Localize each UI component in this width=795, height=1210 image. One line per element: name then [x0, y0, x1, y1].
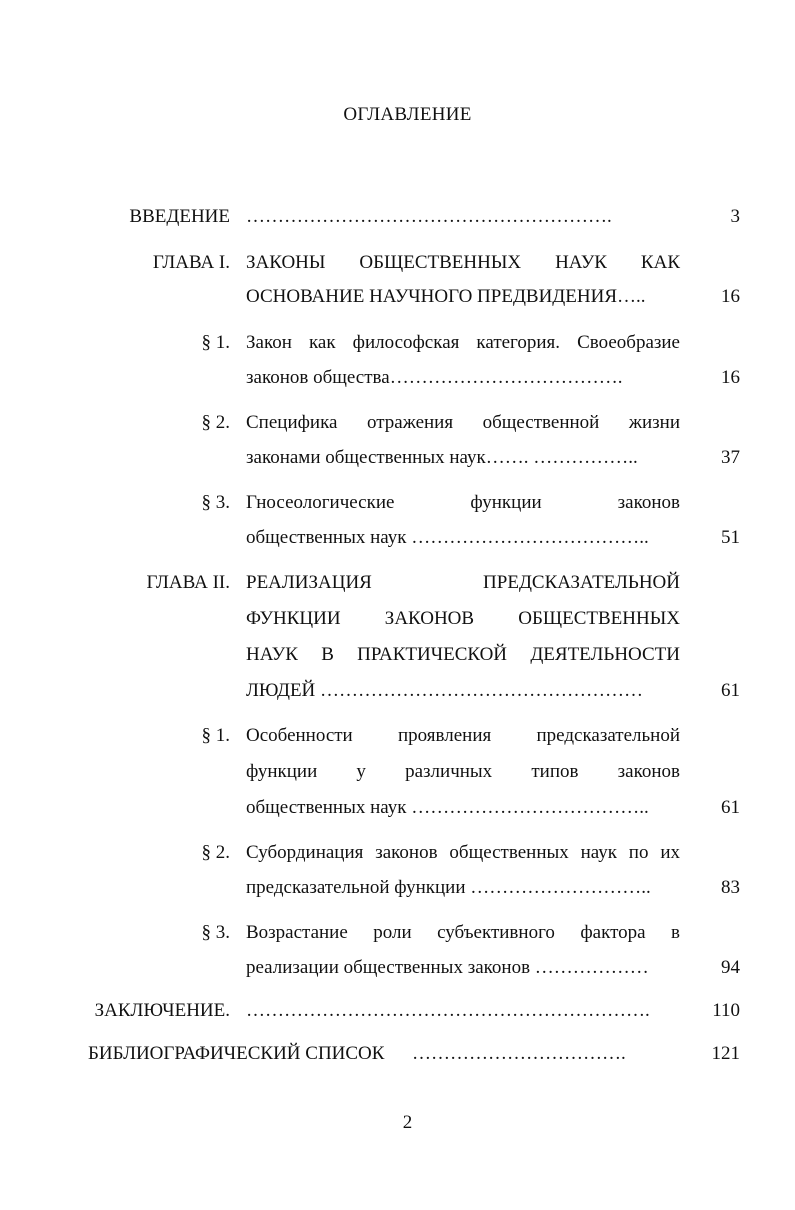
toc-label-conclusion: ЗАКЛЮЧЕНИЕ. [94, 1000, 230, 1021]
toc-page-chapter-1: 16 [721, 286, 740, 307]
toc-heading-chapter-1-line1: ЗАКОНЫ ОБЩЕСТВЕННЫХ НАУК КАК [246, 252, 680, 273]
toc-heading-ch2-section-3-line1: Возрастание роли субъективного фактора в [246, 922, 680, 943]
toc-label-ch1-section-3: § 3. [201, 492, 230, 513]
toc-heading-chapter-1-line2: ОСНОВАНИЕ НАУЧНОГО ПРЕДВИДЕНИЯ….. [246, 286, 646, 307]
toc-page-conclusion: 110 [712, 1000, 740, 1021]
toc-label-ch1-section-1: § 1. [201, 332, 230, 353]
toc-page-bibliography: 121 [711, 1043, 740, 1064]
toc-heading-chapter-2-line4: ЛЮДЕЙ …………………………………………… [246, 680, 644, 701]
toc-heading-ch1-section-3-line1: Гносеологические функции законов [246, 492, 680, 513]
toc-page-chapter-2: 61 [721, 680, 740, 701]
toc-dots-conclusion: ………………………………………………………. [246, 1000, 650, 1021]
toc-heading-ch2-section-2-line2: предсказательной функции ……………………….. [246, 877, 651, 898]
toc-dots-introduction: …………………………………………………. [246, 206, 612, 227]
page-title: ОГЛАВЛЕНИЕ [343, 104, 472, 125]
toc-page-ch2-section-1: 61 [721, 797, 740, 818]
toc-page-ch2-section-3: 94 [721, 957, 740, 978]
toc-page-ch2-section-2: 83 [721, 877, 740, 898]
toc-label-bibliography: БИБЛИОГРАФИЧЕСКИЙ СПИСОК [88, 1043, 385, 1064]
toc-label-chapter-1: ГЛАВА I. [152, 252, 230, 273]
page-number: 2 [402, 1112, 413, 1133]
toc-heading-ch1-section-3-line2: общественных наук ……………………………….. [246, 527, 649, 548]
toc-heading-chapter-2-line3: НАУК В ПРАКТИЧЕСКОЙ ДЕЯТЕЛЬНОСТИ [246, 644, 680, 665]
toc-label-ch1-section-2: § 2. [201, 412, 230, 433]
toc-heading-ch2-section-1-line3: общественных наук ……………………………….. [246, 797, 649, 818]
toc-page-ch1-section-3: 51 [721, 527, 740, 548]
toc-page-ch1-section-2: 37 [721, 447, 740, 468]
toc-heading-ch1-section-1-line1: Закон как философская категория. Своеобразие [246, 332, 680, 353]
toc-heading-chapter-2-line2: ФУНКЦИИ ЗАКОНОВ ОБЩЕСТВЕННЫХ [246, 608, 680, 629]
toc-label-ch2-section-2: § 2. [201, 842, 230, 863]
toc-heading-chapter-2-line1: РЕАЛИЗАЦИЯ ПРЕДСКАЗАТЕЛЬНОЙ [246, 572, 680, 593]
toc-label-ch2-section-3: § 3. [201, 922, 230, 943]
toc-heading-ch2-section-3-line2: реализации общественных законов ……………… [246, 957, 649, 978]
toc-heading-ch1-section-1-line2: законов общества………………………………. [246, 367, 623, 388]
toc-page-ch1-section-1: 16 [721, 367, 740, 388]
toc-heading-ch2-section-2-line1: Субординация законов общественных наук по их [246, 842, 680, 863]
toc-heading-ch2-section-1-line1: Особенности проявления предсказательной [246, 725, 680, 746]
toc-heading-ch1-section-2-line2: законами общественных наук……. …………….. [246, 447, 638, 468]
toc-label-introduction: ВВЕДЕНИЕ [129, 206, 230, 227]
toc-label-ch2-section-1: § 1. [201, 725, 230, 746]
toc-page-introduction: 3 [730, 206, 740, 227]
toc-label-chapter-2: ГЛАВА II. [146, 572, 230, 593]
toc-heading-ch2-section-1-line2: функции у различных типов законов [246, 761, 680, 782]
toc-heading-ch1-section-2-line1: Специфика отражения общественной жизни [246, 412, 680, 433]
toc-dots-bibliography: ……………………………. [412, 1043, 626, 1064]
